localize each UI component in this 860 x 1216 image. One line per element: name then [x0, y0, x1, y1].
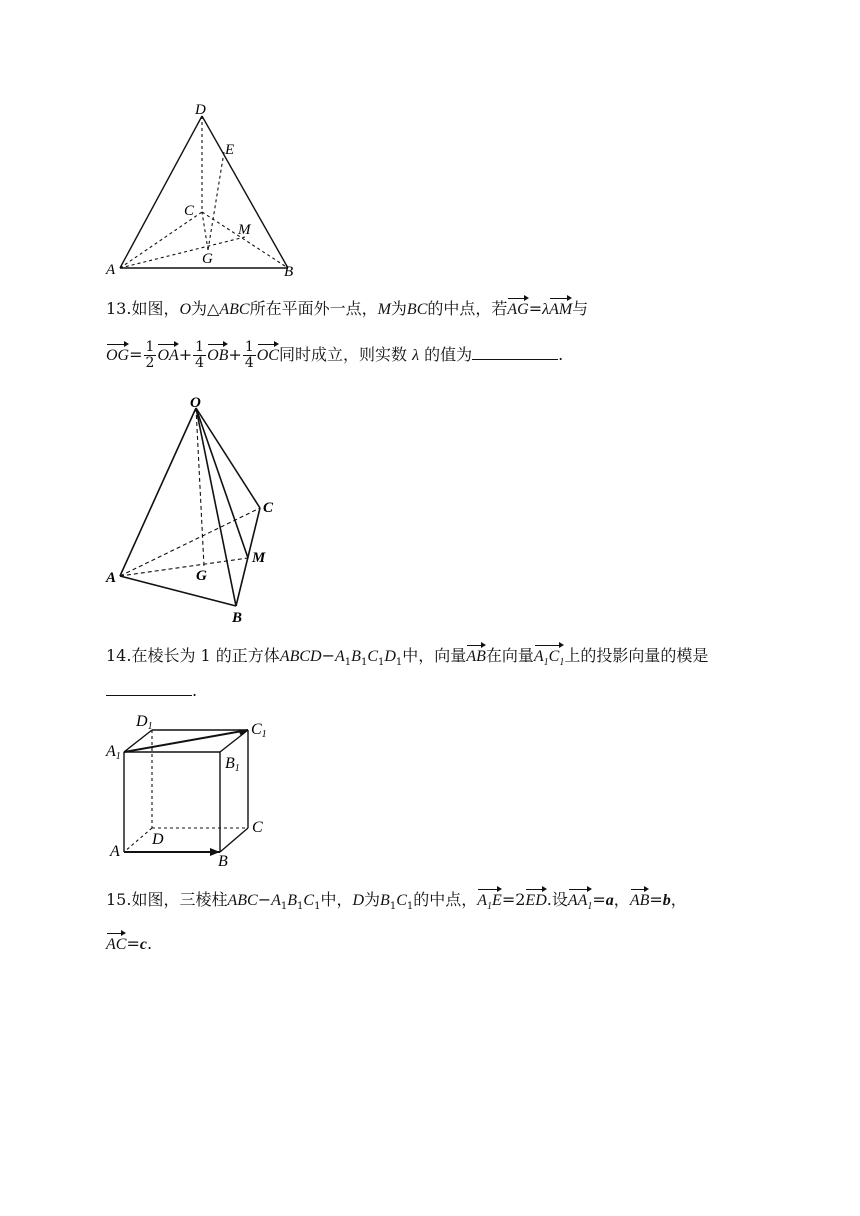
q15-equals: = — [649, 890, 663, 909]
q15-minus: − — [257, 890, 272, 909]
q15-d: D — [352, 892, 365, 909]
q13-line2 — [106, 340, 563, 371]
subscript: 1 — [360, 657, 368, 669]
q14-text: 在棱长为 1 的正方体 — [131, 646, 280, 665]
subscript: 1 — [377, 657, 385, 669]
vector-ab: AB — [630, 886, 650, 912]
subscript: 1 — [314, 901, 321, 913]
q13-text: 为△ — [191, 299, 220, 318]
fig3-label-d1: D1 — [136, 713, 153, 732]
q15-text: .设 — [546, 890, 568, 909]
q13-text: 的值为 — [424, 345, 473, 364]
vector-ed: ED — [525, 886, 546, 912]
q14-a1: A — [335, 648, 345, 665]
vector-og: OG — [106, 341, 129, 367]
q13-abc: ABC — [219, 301, 250, 318]
q13-bc: BC — [406, 301, 428, 318]
q14-period: . — [192, 681, 198, 700]
q14-d1: D — [384, 648, 396, 665]
q15-abc: ABC — [227, 892, 258, 909]
q13-text: 所在平面外一点， — [249, 299, 378, 318]
answer-blank[interactable] — [106, 681, 192, 696]
fig3-label-a1: A1 — [106, 743, 121, 762]
vector-oc: OC — [257, 341, 279, 367]
vec-part: A — [477, 892, 488, 909]
fig2-label-m: M — [252, 550, 266, 566]
frac-den: 4 — [244, 355, 254, 371]
q15-a: a — [605, 892, 614, 909]
figure-tetrahedron-oabc — [100, 390, 290, 630]
fig1-label-e: E — [225, 142, 235, 158]
q13-text: 如图， — [131, 299, 180, 318]
q15-text: 中， — [320, 890, 353, 909]
figure-tetrahedron-dabc — [100, 100, 310, 285]
fig2-label-g: G — [196, 568, 207, 584]
subscript: 1 — [587, 901, 593, 913]
q14-minus: − — [321, 646, 335, 665]
q15-c: c — [139, 936, 147, 953]
q13-plus: + — [228, 345, 242, 364]
vector-a1e — [477, 886, 502, 918]
q14-cube: ABCD — [279, 648, 322, 665]
fig2-label-b: B — [232, 610, 243, 626]
fig2-label-o: O — [190, 395, 201, 411]
q14-number: 14. — [106, 646, 132, 665]
vector-oa: OA — [157, 341, 178, 367]
vector-ac: AC — [106, 930, 126, 956]
q14-c1: C — [367, 648, 378, 665]
vector-ab: AB — [466, 642, 486, 668]
q15-a1: A — [271, 892, 281, 909]
q15-b1: B — [380, 892, 390, 909]
subscript: 1 — [280, 901, 288, 913]
q13-text: 为 — [390, 299, 407, 318]
subscript: 1 — [297, 901, 304, 913]
q15-comma: ， — [613, 890, 630, 909]
q15-c1: C — [303, 892, 315, 909]
fig2-label-c: C — [263, 500, 274, 516]
q15-equals: = — [592, 890, 606, 909]
fig1-label-c: C — [184, 203, 195, 219]
answer-blank[interactable] — [472, 345, 558, 360]
subscript: 1 — [389, 901, 397, 913]
q15-number: 15. — [106, 890, 132, 909]
q15-c1: C — [396, 892, 407, 909]
fraction-quarter — [193, 340, 206, 371]
q13-text: 同时成立，则实数 — [278, 345, 407, 364]
fig1-label-g: G — [202, 251, 213, 267]
fig3-label-d: D — [152, 831, 164, 848]
vec-part: E — [492, 892, 502, 909]
q15-equals: = — [501, 890, 516, 909]
subscript: 1 — [559, 657, 565, 669]
subscript: 1 — [395, 657, 403, 669]
frac-num: 1 — [195, 339, 205, 355]
frac-den: 2 — [145, 355, 155, 371]
q13-text: 的中点，若 — [427, 299, 508, 318]
frac-num: 1 — [244, 339, 254, 355]
q14-text: 在向量 — [485, 646, 534, 665]
fig3-label-c1: C1 — [251, 721, 267, 740]
q14-b1: B — [351, 648, 361, 665]
q15-period: . — [146, 934, 153, 953]
vector-ob: OB — [207, 341, 228, 367]
vec-part: C — [548, 648, 560, 665]
fig3-label-c: C — [252, 819, 263, 836]
q14-text: 中，向量 — [402, 646, 467, 665]
q13-equals: = — [129, 345, 143, 364]
q14-line2 — [106, 680, 197, 702]
fig3-label-b: B — [218, 853, 228, 870]
q13-m: M — [377, 301, 391, 318]
q13-lambda: λ — [542, 301, 550, 318]
fig2-label-a: A — [106, 570, 117, 586]
q13-equals: = — [528, 299, 543, 318]
fig1-label-m: M — [238, 222, 251, 238]
q13-lambda: λ — [412, 347, 420, 364]
q13-text: 与 — [572, 299, 589, 318]
q13-o: O — [179, 301, 192, 318]
q15-text: 为 — [364, 890, 381, 909]
vector-ag: AG — [507, 295, 528, 321]
subscript: 1 — [543, 657, 549, 669]
q14-text: 上的投影向量的模是 — [564, 646, 709, 665]
q15-text: 的中点， — [413, 890, 478, 909]
q15-text: 如图，三棱柱 — [131, 890, 228, 909]
q15-equals: = — [126, 934, 140, 953]
q15-b1: B — [287, 892, 298, 909]
q15-line2 — [106, 930, 152, 956]
vector-am: AM — [549, 295, 572, 321]
q13-period: . — [558, 345, 564, 364]
q15-line1 — [106, 886, 687, 918]
vec-part: AA — [567, 892, 588, 909]
q14-line1 — [106, 642, 708, 674]
subscript: 1 — [487, 901, 493, 913]
q15-b: b — [662, 892, 671, 909]
fig1-label-d: D — [195, 102, 206, 118]
frac-num: 1 — [145, 339, 155, 355]
fig3-label-b1: B1 — [225, 755, 240, 774]
subscript: 1 — [406, 901, 414, 913]
q13-line1 — [106, 295, 588, 321]
subscript: 1 — [344, 657, 352, 669]
fraction-half — [144, 340, 157, 371]
figure-cube — [100, 706, 280, 870]
vec-part: A — [533, 648, 544, 665]
q15-two: 2 — [515, 890, 526, 909]
fig1-label-a: A — [106, 262, 116, 278]
frac-den: 4 — [195, 355, 205, 371]
vector-aa1 — [568, 886, 593, 918]
q15-comma: ， — [670, 890, 687, 909]
q13-plus: + — [178, 345, 193, 364]
fig1-label-b: B — [284, 264, 294, 280]
fraction-quarter — [243, 340, 256, 371]
q13-number: 13. — [106, 299, 132, 318]
fig3-label-a: A — [110, 843, 120, 860]
vector-a1c1 — [534, 642, 564, 674]
